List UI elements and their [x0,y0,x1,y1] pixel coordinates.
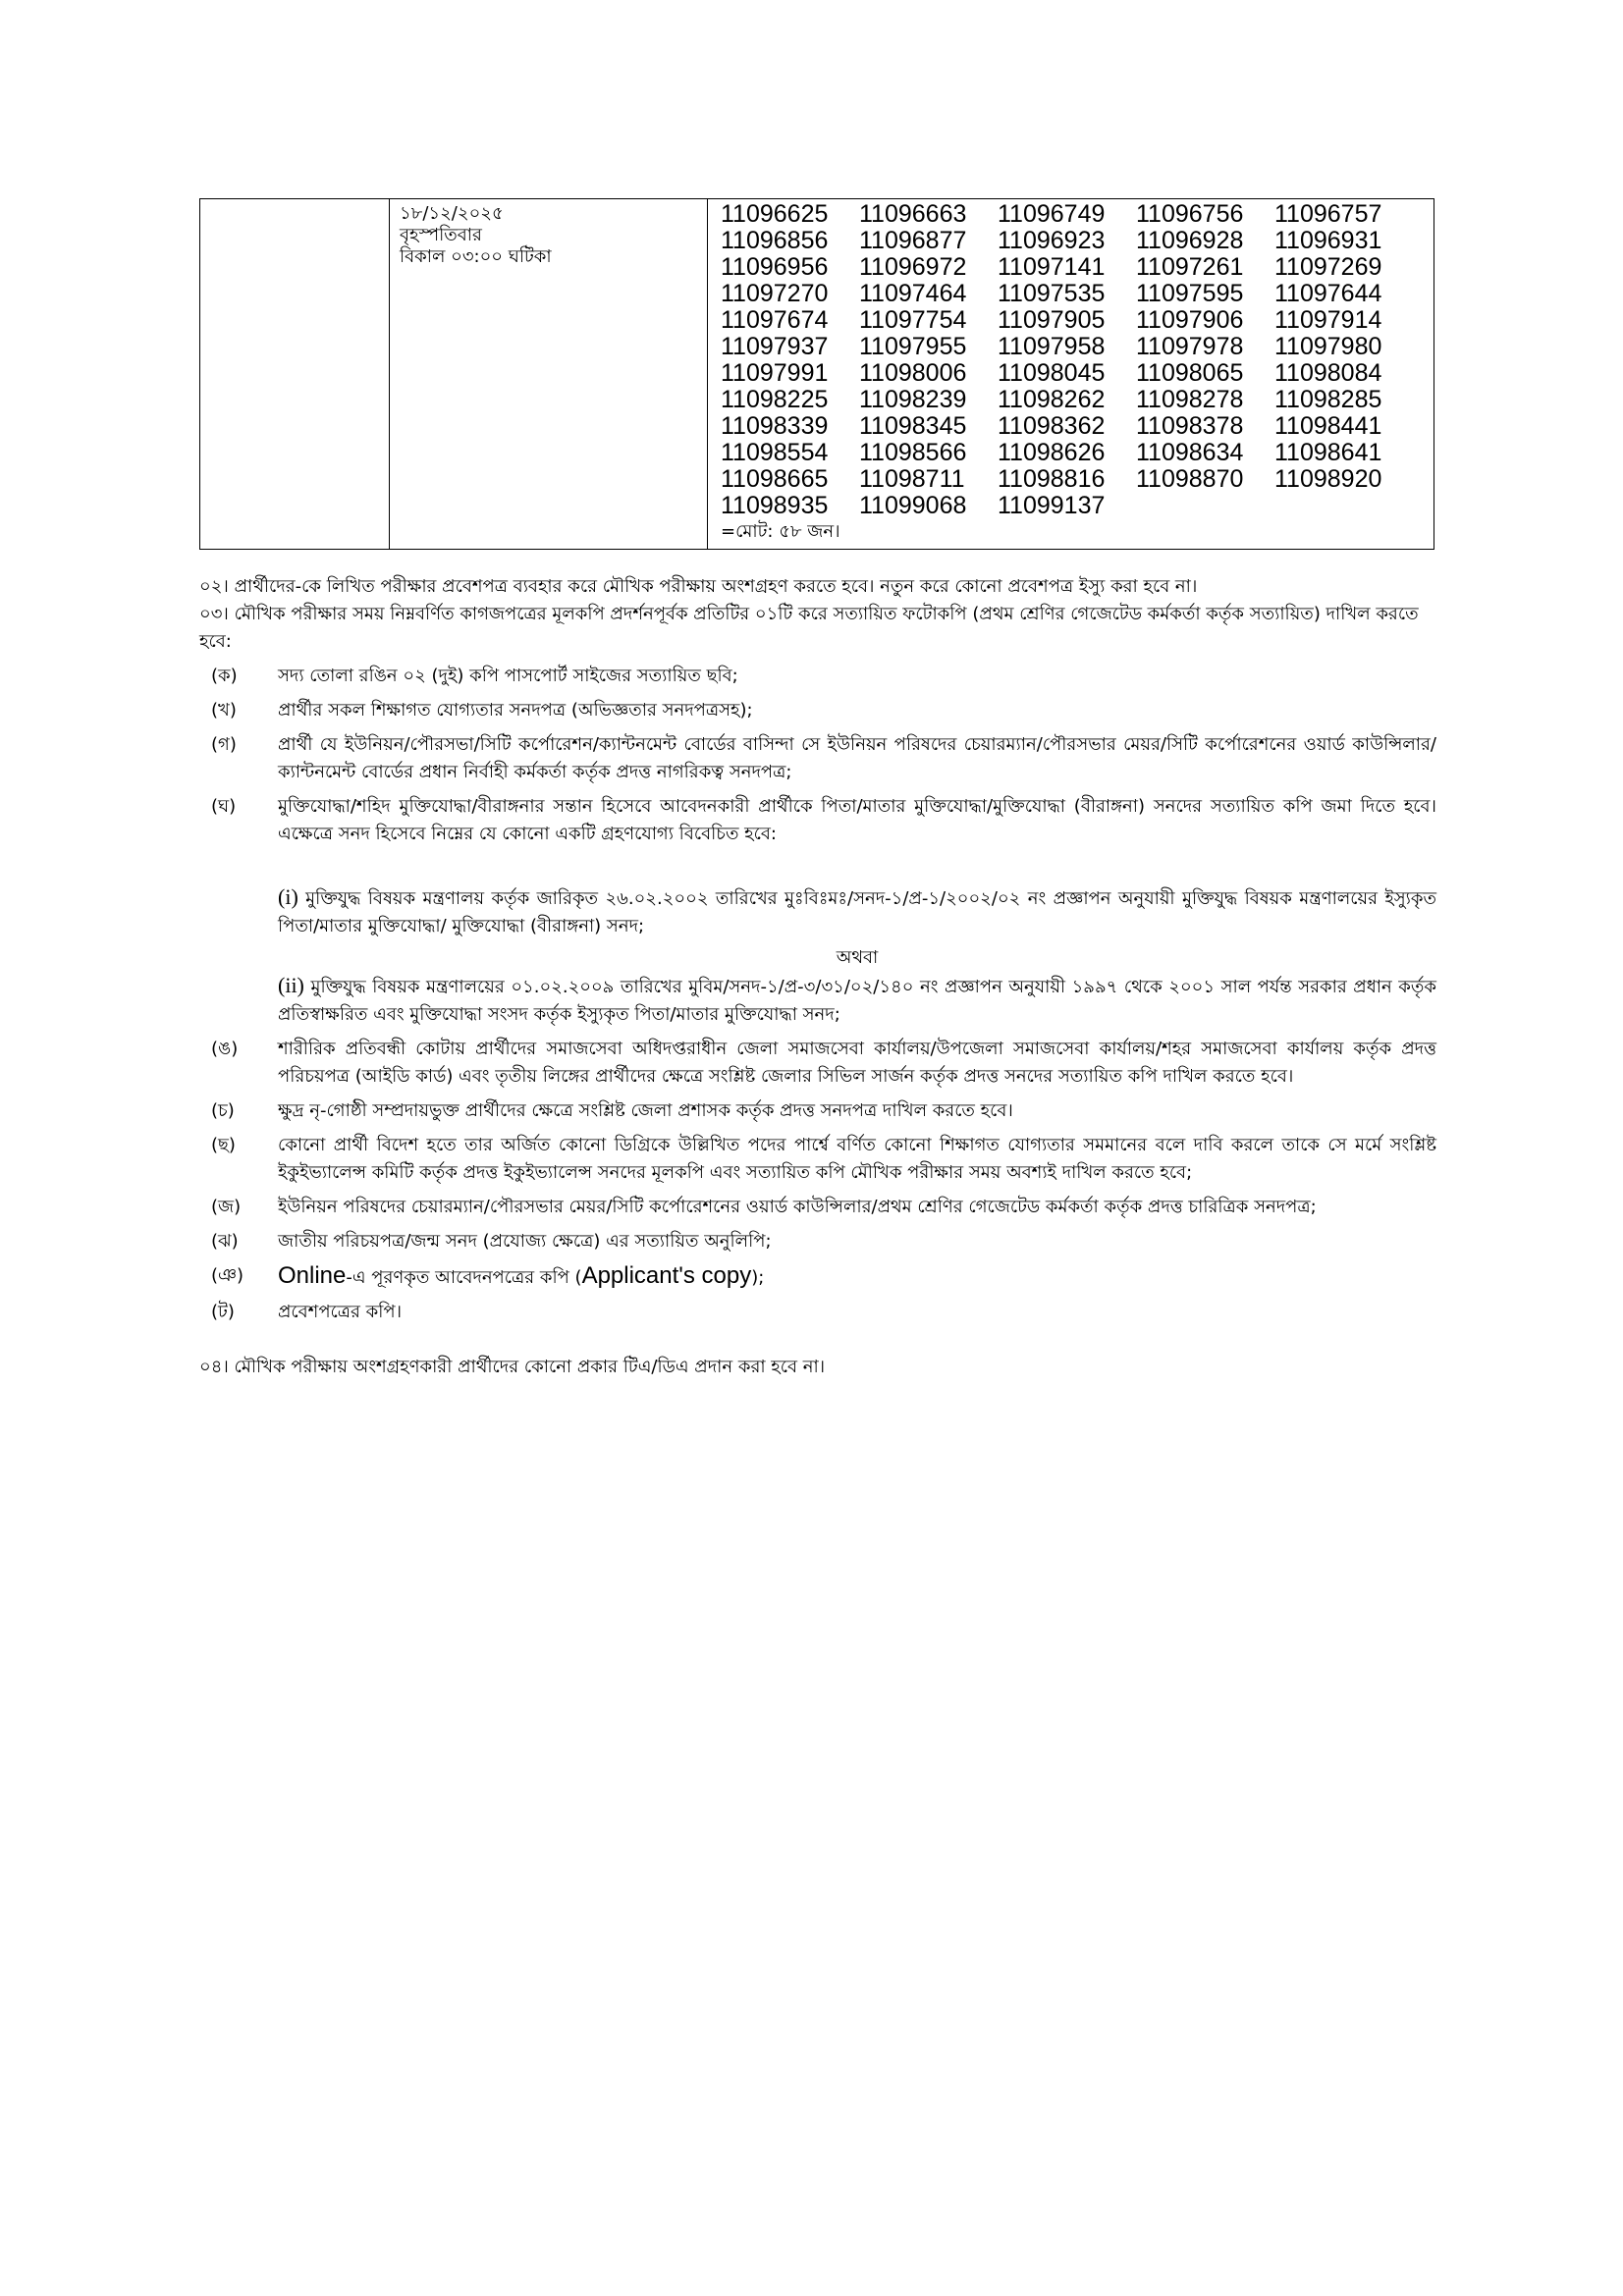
serial-cell [200,199,390,550]
list-text: প্রার্থীর সকল শিক্ষাগত যোগ্যতার সনদপত্র (অভিজ্ঞতার সনদপত্রসহ); [278,700,753,721]
total-candidates: =মোট: ৫৮ জন। [721,521,840,542]
roll-number: 11096625 [721,200,829,228]
roll-number: 11097270 [721,280,829,307]
list-mark: (চ) [211,1100,235,1121]
roll-number: 11098239 [859,386,967,413]
roll-number: 11098339 [721,412,829,440]
roll-number: 11098065 [1136,359,1244,387]
roll-number: 11096856 [721,227,829,254]
roll-number: 11096756 [1136,200,1244,228]
note-02: ০২। প্রার্থীদের-কে লিখিত পরীক্ষার প্রবেশপত্র ব্যবহার করে মৌখিক পরীক্ষায় অংশগ্রহণ করতে হবে। নতুন করে কোনো প্রবেশপত্র ইস্যু করা হবে না। [199,576,1198,597]
roll-number: 11096956 [721,253,829,281]
list-item [199,697,1436,724]
roll-number: 11099068 [859,492,967,519]
list-item [199,1262,1436,1292]
roll-number: 11097991 [721,359,829,387]
roll-number: 11098378 [1136,412,1244,440]
list-text: প্রবেশপত্রের কপি। [278,1302,403,1322]
online-word: Online [278,1262,347,1289]
roll-number-grid [721,201,1434,519]
roll-number: 11097914 [1274,306,1382,334]
instructions [199,573,1436,1381]
exam-time: বিকাল ০৩:০০ ঘটিকা [400,246,552,267]
roll-number: 11097754 [859,306,967,334]
roll-number: 11097595 [1136,280,1244,307]
roll-number: 11096663 [859,200,967,228]
roll-number: 11098441 [1274,412,1382,440]
list-item [199,1194,1436,1221]
roll-number: 11097141 [998,253,1106,281]
roll-number: 11098084 [1274,359,1382,387]
sub-label: (ii) [278,973,304,997]
roll-number: 11097535 [998,280,1106,307]
roll-number: 11098345 [859,412,967,440]
list-mark: (ঞ) [211,1265,244,1286]
list-text: মুক্তিযোদ্ধা/শহিদ মুক্তিযোদ্ধা/বীরাঙ্গনার সন্তান হিসেবে আবেদনকারী প্রার্থীকে পিতা/মাতার মুক্তিযোদ্ধা/মুক্তিযোদ্ধা (বীরাঙ্গনা) সনদের সত্যায়িত কপি জমা দিতে হবে। এক্ষেত্রে সনদ হিসেবে নিম্নের যে কোনো একটি গ্রহণযোগ্য বিবেচিত হবে: [278,796,1436,844]
list-text: সদ্য তোলা রঙিন ০২ (দুই) কপি পাসপোর্ট সাইজের সত্যায়িত ছবি; [278,666,738,686]
exam-day: বৃহস্পতিবার [400,225,482,245]
roll-number: 11097955 [859,333,967,360]
online-text: -এ পূরণকৃত আবেদনপত্রের কপি ( [346,1267,582,1288]
roll-number: 11098935 [721,492,829,519]
roll-number: 11097937 [721,333,829,360]
list-text: ইউনিয়ন পরিষদের চেয়ারম্যান/পৌরসভার মেয়র/সিটি কর্পোরেশনের ওয়ার্ড কাউন্সিলার/প্রথম শ্রেণির গেজেটেড কর্মকর্তা কর্তৃক প্রদত্ত চারিত্রিক সনদপত্র; [278,1197,1317,1217]
roll-number: 11096972 [859,253,967,281]
roll-number: 11096931 [1274,227,1382,254]
roll-number: 11098006 [859,359,967,387]
roll-number: 11098278 [1136,386,1244,413]
roll-number: 11097269 [1274,253,1382,281]
roll-number: 11098262 [998,386,1106,413]
roll-number: 11099137 [998,492,1106,519]
sub-text: মুক্তিযুদ্ধ বিষয়ক মন্ত্রণালয়ের ০১.০২.২০০৯ তারিখের মুবিম/সনদ-১/প্র-৩/৩১/০২/১৪০ নং প্রজ্ঞাপন অনুযায়ী ১৯৯৭ থেকে ২০০১ সাল পর্যন্ত সরকার প্রধান কর্তৃক প্রতিস্বাক্ষরিত এবং মুক্তিযোদ্ধা সংসদ কর্তৃক ইস্যুকৃত পিতা/মাতার মুক্তিযোদ্ধা সনদ; [278,977,1436,1025]
roll-number: 11096923 [998,227,1106,254]
list-text [278,1262,1436,1292]
viva-schedule-table [199,198,1434,550]
sub-text: মুক্তিযুদ্ধ বিষয়ক মন্ত্রণালয় কর্তৃক জারিকৃত ২৬.০২.২০০২ তারিখের মুঃবিঃমঃ/সনদ-১/প্র-১/২০০২/০২ নং প্রজ্ঞাপন অনুযায়ী মুক্তিযুদ্ধ বিষয়ক মন্ত্রণালয়ের ইস্যুকৃত পিতা/মাতার মুক্তিযোদ্ধা/ মুক্তিযোদ্ধা (বীরাঙ্গনা) সনদ; [278,888,1436,936]
list-item [199,731,1436,786]
roll-number: 11097906 [1136,306,1244,334]
list-mark: (ঘ) [211,796,237,817]
list-mark: (ট) [211,1302,235,1322]
roll-number: 11097958 [998,333,1106,360]
roll-number: 11098225 [721,386,829,413]
note-04: ০৪। মৌখিক পরীক্ষায় অংশগ্রহণকারী প্রার্থীদের কোনো প্রকার টিএ/ডিএ প্রদান করা হবে না। [199,1357,826,1377]
date-time-cell [390,199,708,550]
roll-number: 11098665 [721,465,829,493]
applicant-copy-word: Applicant's copy [581,1262,752,1289]
roll-number: 11096928 [1136,227,1244,254]
roll-number: 11098920 [1274,465,1382,493]
list-text: প্রার্থী যে ইউনিয়ন/পৌরসভা/সিটি কর্পোরেশন/ক্যান্টনমেন্ট বোর্ডের বাসিন্দা সে ইউনিয়ন পরিষদের চেয়ারম্যান/পৌরসভার মেয়র/সিটি কর্পোরেশনের ওয়ার্ড কাউন্সিলার/ক্যান্টনমেন্ট বোর্ডের প্রধান নির্বাহী কর্মকর্তা কর্তৃক প্রদত্ত নাগরিকত্ব সনদপত্র; [278,734,1436,782]
roll-number: 11097905 [998,306,1106,334]
sub-label: (i) [278,884,298,909]
list-mark: (ঝ) [211,1231,239,1252]
online-text-end: ); [751,1267,765,1288]
roll-number: 11097261 [1136,253,1244,281]
roll-number: 11096757 [1274,200,1382,228]
list-item [199,1097,1436,1125]
list-item [199,1132,1436,1187]
list-item [199,793,1436,848]
list-mark: (খ) [211,700,237,721]
list-item [199,663,1436,690]
list-item [199,1036,1436,1091]
list-item [199,1299,1436,1326]
roll-number: 11097978 [1136,333,1244,360]
roll-number: 11097644 [1274,280,1382,307]
note-03: ০৩। মৌখিক পরীক্ষার সময় নিম্নবর্ণিত কাগজপত্রের মূলকপি প্রদর্শনপূর্বক প্রতিটির ০১টি করে সত্যায়িত ফটোকপি (প্রথম শ্রেণির গেজেটেড কর্মকর্তা কর্তৃক সত্যায়িত) দাখিল করতে হবে: [199,604,1419,652]
roll-number: 11098870 [1136,465,1244,493]
roll-number: 11097674 [721,306,829,334]
list-mark: (গ) [211,734,237,755]
roll-numbers-cell [708,199,1434,550]
roll-number: 11096877 [859,227,967,254]
roll-number: 11098641 [1274,439,1382,466]
roll-number: 11098626 [998,439,1106,466]
roll-number: 11098566 [859,439,967,466]
list-item [199,1228,1436,1255]
roll-number: 11098045 [998,359,1106,387]
list-text: শারীরিক প্রতিবন্ধী কোটায় প্রার্থীদের সমাজসেবা অধিদপ্তরাধীন জেলা সমাজসেবা কার্যালয়/উপজেলা সমাজসেবা কার্যালয়/শহর সমাজসেবা কার্যালয় কর্তৃক প্রদত্ত পরিচয়পত্র (আইডি কার্ড) এবং তৃতীয় লিঙ্গের প্রার্থীদের ক্ষেত্রে সংশ্লিষ্ট জেলার সিভিল সার্জন কর্তৃক প্রদত্ত সনদের সত্যায়িত কপি দাখিল করতে হবে। [278,1039,1436,1087]
or-separator: অথবা [836,947,879,968]
sub-item-i [278,883,1436,940]
roll-number: 11098816 [998,465,1106,493]
roll-number: 11098285 [1274,386,1382,413]
list-mark: (ঙ) [211,1039,239,1059]
list-text: জাতীয় পরিচয়পত্র/জন্ম সনদ (প্রযোজ্য ক্ষেত্রে) এর সত্যায়িত অনুলিপি; [278,1231,772,1252]
list-mark: (জ) [211,1197,242,1217]
roll-number: 11097980 [1274,333,1382,360]
roll-number: 11096749 [998,200,1106,228]
roll-number: 11097464 [859,280,967,307]
list-mark: (ক) [211,666,238,686]
list-text: ক্ষুদ্র নৃ-গোষ্ঠী সম্প্রদায়ভুক্ত প্রার্থীদের ক্ষেত্রে সংশ্লিষ্ট জেলা প্রশাসক কর্তৃক প্রদত্ত সনদপত্র দাখিল করতে হবে। [278,1100,1013,1121]
table-row [200,199,1434,550]
roll-number: 11098634 [1136,439,1244,466]
documents-list [199,663,1436,1326]
list-text: কোনো প্রার্থী বিদেশ হতে তার অর্জিত কোনো ডিগ্রিকে উল্লিখিত পদের পার্শ্বে বর্ণিত কোনো শিক্ষাগত যোগ্যতার সমমানের বলে দাবি করলে তাকে সে মর্মে সংশ্লিষ্ট ইকুইভ্যালেন্স কমিটি কর্তৃক প্রদত্ত ইকুইভ্যালেন্স সনদের মূলকপি এবং সত্যায়িত কপি মৌখিক পরীক্ষার সময় অবশ্যই দাখিল করতে হবে; [278,1135,1436,1183]
sub-item-ii [278,972,1436,1029]
roll-number: 11098362 [998,412,1106,440]
list-mark: (ছ) [211,1135,236,1155]
exam-date: ১৮/১২/২০২৫ [400,203,504,224]
roll-number: 11098711 [859,465,965,493]
roll-number: 11098554 [721,439,829,466]
